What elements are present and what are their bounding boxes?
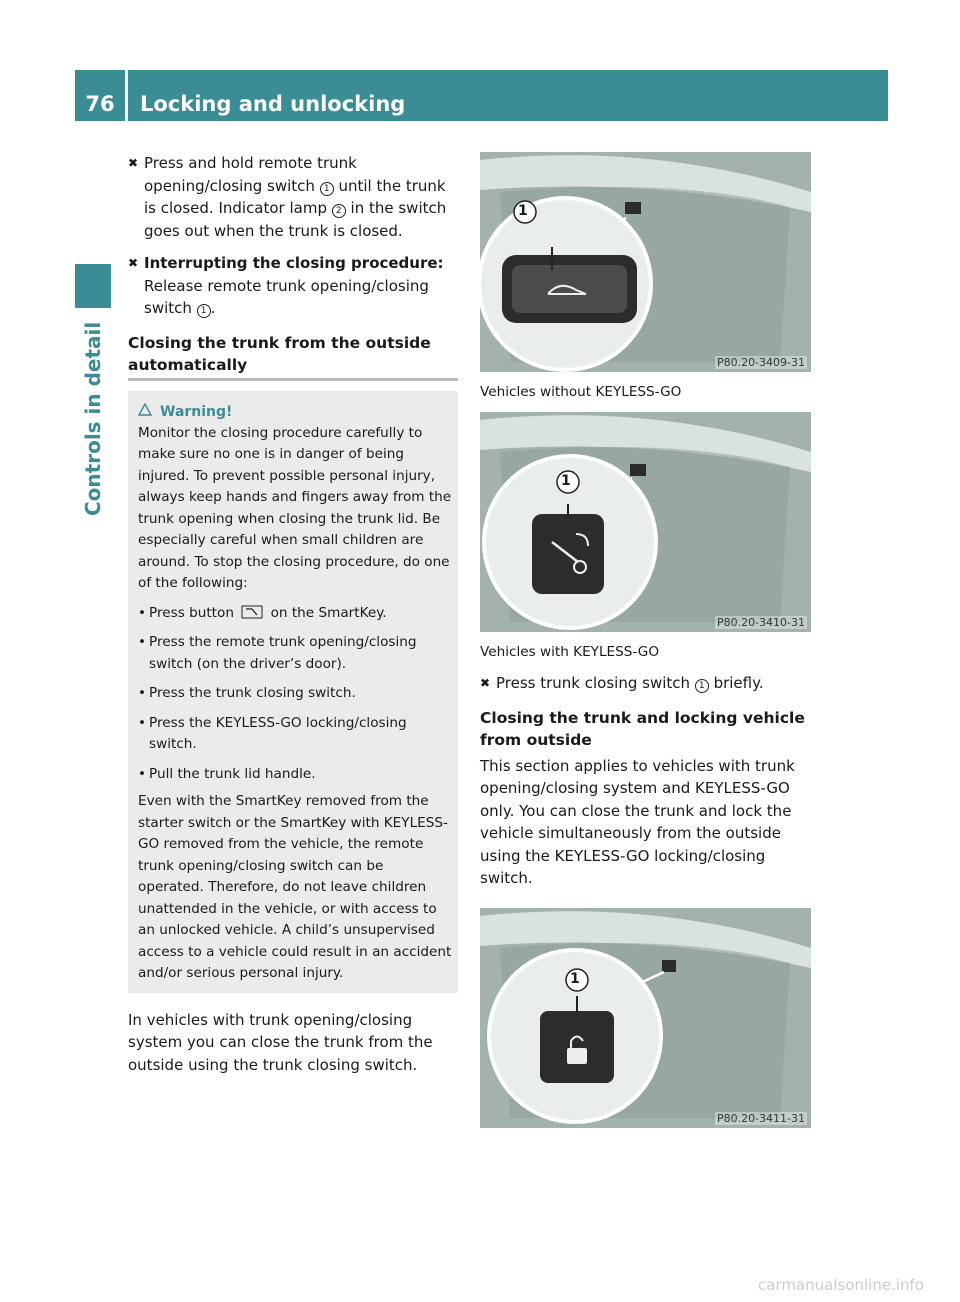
step-press-closing-switch: ✖ Press trunk closing switch 1 briefly. (480, 672, 820, 695)
warning-bullet: • Press the trunk closing switch. (138, 685, 356, 701)
footer-watermark: carmanualsonline.info (758, 1276, 924, 1294)
callout-1: 1 (197, 304, 211, 318)
section-marker (75, 264, 111, 308)
side-tab-label: Controls in detail (81, 321, 105, 516)
figure-locking-switch (480, 908, 811, 1128)
figure-callout: 1 (561, 473, 571, 489)
paragraph-keyless-go: This section applies to vehicles with trunk opening/closing system and KEYLESS-GO only. You can close the trunk and lock the vehicle simultaneously from the outside using the KEYLESS-GO locking/closing switch. (480, 756, 795, 887)
warning-bullet: • Pull the trunk lid handle. (138, 765, 316, 782)
page-number: 76 (85, 92, 115, 116)
step-arrow-icon: ✖ (128, 156, 139, 170)
figure-code: P80.20-3410-31 (716, 616, 805, 629)
chapter-title: Locking and unlocking (140, 92, 406, 116)
warning-bullet: • Press the KEYLESS-GO locking/closing switch. (138, 714, 407, 752)
warning-header: Warning! (138, 401, 452, 423)
warning-text-2: Even with the SmartKey removed from the starter switch or the SmartKey with KEYLESS-GO removed from the vehicle, the remote trunk opening/closing switch can be operated. Therefore, do not leave children unattended in the vehicle, or with access to an unlocked vehicle. A child’s unsupervised access to a vehicle could result in an accident and/or serious personal injury. (138, 793, 452, 981)
warning-bullet: • Press the remote trunk opening/closing switch (on the driver’s door). (138, 634, 417, 672)
figure-with-keyless-go (480, 412, 811, 632)
left-column (128, 152, 458, 1076)
paragraph-trunk-closing-switch: In vehicles with trunk opening/closing system you can close the trunk from the outside using the trunk closing switch. (128, 1010, 433, 1074)
smartkey-trunk-button-icon (238, 605, 266, 621)
right-column (480, 152, 820, 1128)
callout-1: 1 (695, 679, 709, 693)
step-bold-label: Interrupting the closing procedure: (144, 254, 444, 272)
warning-triangle-icon (138, 401, 152, 423)
step-interrupt: ✖ Interrupting the closing procedure: Release remote trunk opening/closing switch 1 . (128, 254, 444, 317)
side-tab (75, 321, 111, 540)
figure-callout: 1 (570, 970, 580, 987)
heading-rule (128, 378, 458, 381)
figure-caption: Vehicles with KEYLESS-GO (480, 644, 660, 660)
figure-callout: 1 (518, 203, 528, 219)
step-arrow-icon: ✖ (480, 676, 491, 690)
figure-code: P80.20-3411-31 (716, 1111, 805, 1125)
figure-caption: Vehicles without KEYLESS-GO (480, 384, 682, 400)
header-divider (125, 70, 128, 121)
callout-2: 2 (332, 204, 346, 218)
step-arrow-icon: ✖ (128, 256, 139, 270)
figure-without-keyless-go (480, 152, 811, 372)
section-heading-close-and-lock: Closing the trunk and locking vehicle from outside (480, 708, 805, 749)
warning-text: Monitor the closing procedure carefully to make sure no one is in danger of being injured. To prevent possible personal injury, always keep hands and fingers away from the trunk opening when closing the trunk lid. Be especially careful when small children are around. To stop the closing procedure, do one of the following: (138, 424, 452, 591)
figure-code: P80.20-3409-31 (716, 356, 805, 369)
step-close-trunk: ✖ Press and hold remote trunk opening/closing switch 1 until the trunk is closed. Indicator lamp 2 in the switch goes out when the trunk is closed. (128, 154, 447, 240)
warning-box (128, 391, 458, 993)
callout-1: 1 (320, 182, 334, 196)
section-heading-outside-auto: Closing the trunk from the outside automatically (128, 333, 431, 374)
warning-bullet: • Press button on the SmartKey. (138, 604, 387, 621)
